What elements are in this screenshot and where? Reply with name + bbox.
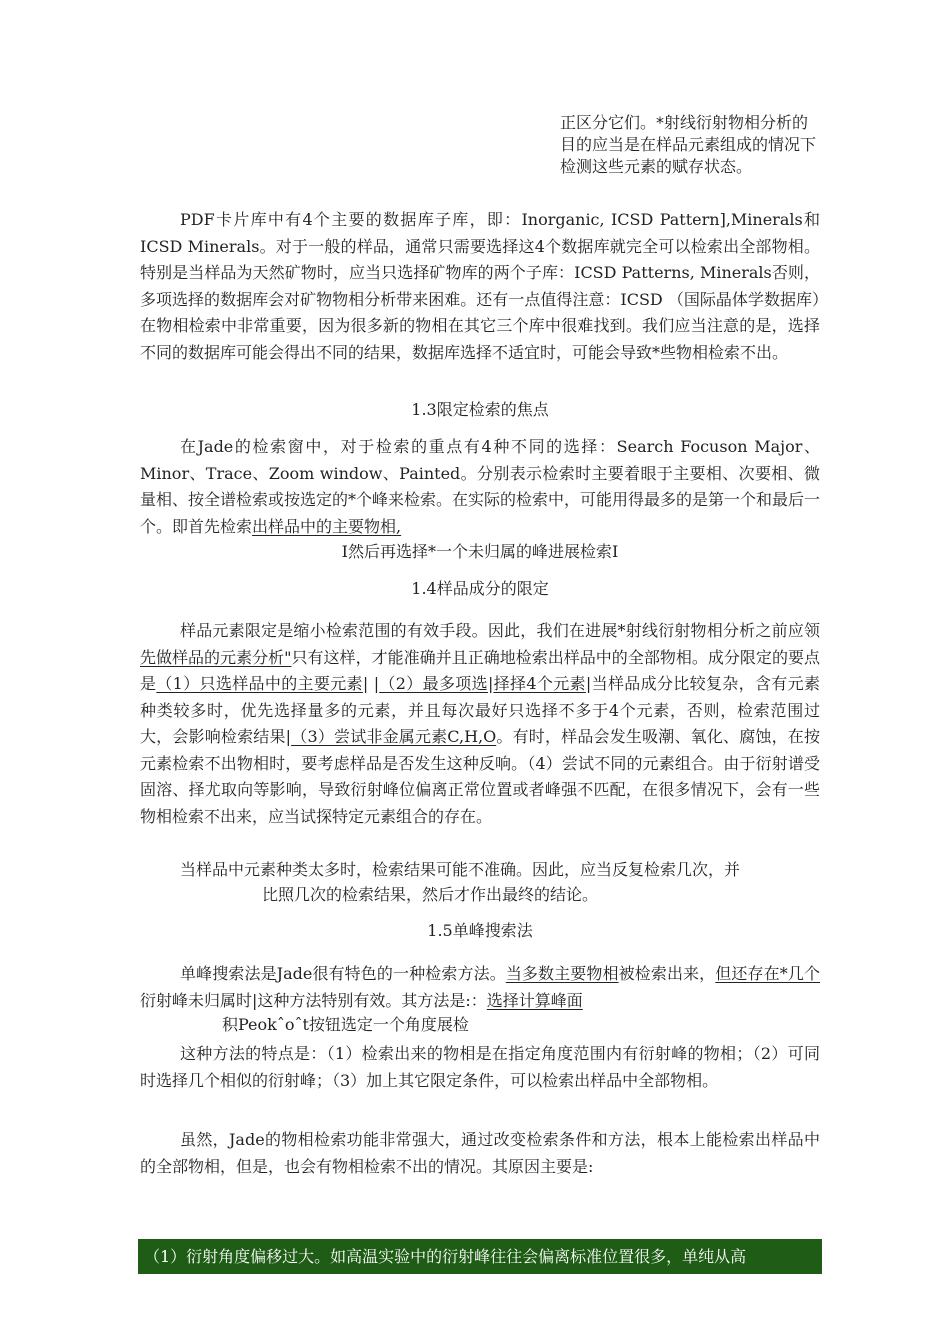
highlighted-footer-line: （1）衍射角度偏移过大。如高温实验中的衍射峰往往会偏离标准位置很多，单纯从高 — [138, 1239, 822, 1274]
paragraph-single-peak-text-3: 衍射峰未归属时|这种方法特别有效。其方法是:： — [140, 990, 487, 1010]
paragraph-database-selection: PDF卡片库中有4个主要的数据库子库，即：Inorganic, ICSD Pattern],Minerals和ICSD Minerals。对于一般的样品，通常只需要选择这4个数据库就完全可以检索出全部物相。特别是当样品为天然矿物时，应当只选择矿物库的两个子库：ICSD Patterns, Minerals否则，多项选择的数据库会对矿物物相分析带来困难。还有一点值得注意：ICSD （国际晶体学数据库）在物相检索中非常重要，因为很多新的物相在其它三个库中很难找到。我们应当注意的是，选择不同的数据库可能会得出不同的结果，数据库选择不适宜时，可能会导致*些物相检索不出。 — [140, 210, 820, 362]
paragraph-limitations: 虽然，Jade的物相检索功能非常强大，通过改变检索条件和方法，根本上能检索出样品中的全部物相，但是，也会有物相检索不出的情况。其原因主要是: — [140, 1130, 820, 1176]
paragraph-search-focus — [140, 434, 820, 540]
paragraph-single-peak-text-1: 单峰搜索法是Jade很有特色的一种检索方法。 — [180, 964, 506, 983]
heading-1-3: 1.3限定检索的焦点 — [411, 400, 549, 419]
underlined-point-3: （3）尝试非金属元素C,H,O — [291, 727, 497, 746]
separator-2: | — [487, 674, 494, 693]
underlined-point-1: （1）只选样品中的主要元素 — [156, 674, 363, 693]
underlined-element-analysis: 先做样品的元素分析" — [140, 647, 292, 667]
heading-1-4: 1.4样品成分的限定 — [411, 579, 549, 598]
underlined-main-phase: 出样品中的主要物相, — [252, 516, 402, 536]
paragraph-element-limit-text-1: 样品元素限定是缩小检索范围的有效手段。因此，我们在进展*射线衍射物相分析之前应领 — [180, 621, 820, 640]
paragraph-element-limit-text-3: |当样品成分比较复杂，含有元素种类较多时，优先选择量多的元素，并且每次最好只选择不多于4个元素，否则，检索范围过大，会影响检索结果| — [140, 674, 820, 746]
paragraph-single-peak-continuation: 积Peokˆoˆt按钮选定一个角度展检 — [222, 1015, 469, 1034]
paragraph-too-many-elements-1: 当样品中元素种类太多时，检索结果可能不准确。因此，应当反复检索几次，并 — [180, 860, 741, 879]
paragraph-too-many-elements-2: 比照几次的检索结果，然后才作出最终的结论。 — [262, 885, 599, 904]
paragraph-element-limit-text-2: 只有这样，才能准确并且正确地检索出样品中的全部物相。成分限定的要点是 — [140, 647, 820, 693]
side-note: 正区分它们。*射线衍射物相分析的目的应当是在样品元素组成的情况下检测这些元素的赋存状态。 — [560, 113, 817, 176]
paragraph-single-peak-text-2: 被检索出来， — [618, 964, 716, 983]
paragraph-element-limit — [140, 618, 820, 830]
underlined-select-area: 选择计算峰面 — [486, 990, 583, 1010]
heading-1-5: 1.5单峰搜索法 — [427, 921, 533, 940]
underlined-some-peaks: 但还存在*几个 — [715, 964, 820, 983]
paragraph-search-focus-text: 在Jade的检索窗中，对于检索的重点有4种不同的选择：Search Focuson Major、Minor、Trace、Zoom window、Painted。分别表示检索时主要着眼于主要相、次要相、微量相、按全谱检索或按选定的*个峰来检索。在实际的检索中，可能用得最多的是第一个和最后一个。即首先检索 — [140, 437, 821, 536]
underlined-major-phases: 当多数主要物相 — [505, 964, 619, 983]
underlined-point-2-cont: 择择4个元素 — [493, 674, 586, 693]
paragraph-method-features: 这种方法的特点是：（1）检索出来的物相是在指定角度范围内有衍射峰的物相；（2）可同时选择几个相似的衍射峰；（3）加上其它限定条件，可以检索出样品中全部物相。 — [140, 1044, 820, 1090]
separator-1: | | — [362, 674, 380, 693]
underlined-point-2: （2）最多项选 — [379, 674, 488, 693]
paragraph-search-focus-continuation: I然后再选择*一个未归属的峰进展检索I — [341, 542, 619, 561]
paragraph-single-peak — [140, 961, 820, 1014]
paragraph-element-limit-text-4: 。有时，样品会发生吸潮、氧化、腐蚀，在按元素检索不出物相时，要考虑样品是否发生这种反响。（4）尝试不同的元素组合。由于衍射谱受固溶、择尤取向等影响，导致衍射峰位偏离正常位置或者峰强不匹配，在很多情况下，会有一些物相检索不出来，应当试探特定元素组合的存在。 — [140, 727, 820, 826]
